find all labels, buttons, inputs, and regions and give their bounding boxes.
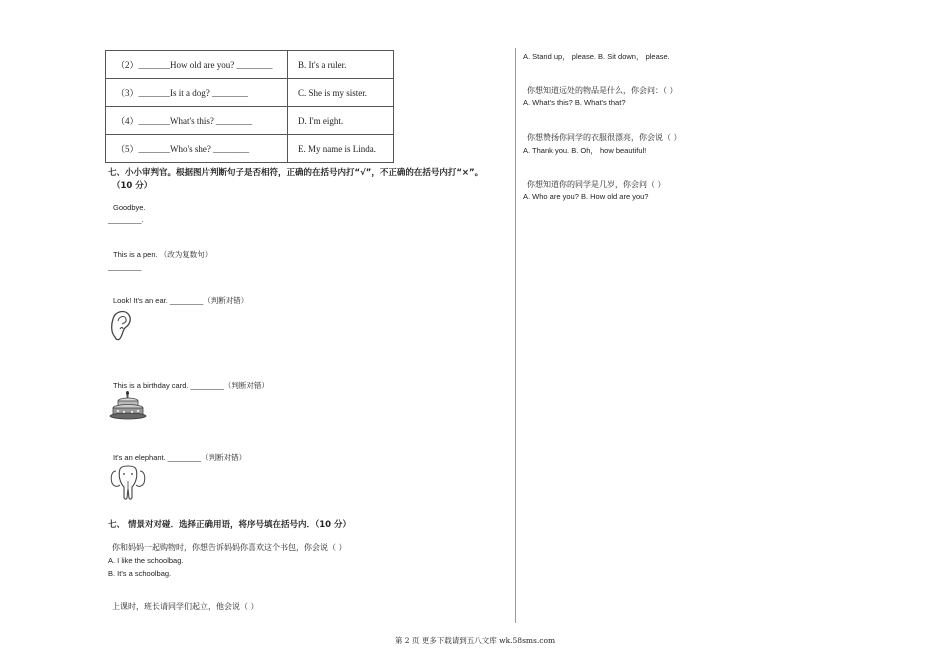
column-divider	[515, 48, 516, 623]
situation-q1-prompt: 你和妈妈一起购物时，你想告诉妈妈你喜欢这个书包，你会说（ ）	[112, 543, 347, 552]
matching-answer: D. I'm eight.	[288, 107, 394, 135]
matching-answer: E. My name is Linda.	[288, 135, 394, 163]
situation-q3-prompt: 你想知道远处的物品是什么，你会问：（ ）	[527, 86, 678, 95]
matching-question: （5）_______Who's she? ________	[106, 135, 288, 163]
matching-table	[105, 50, 394, 163]
situation-q3-options: A. What's this? B. What's that?	[523, 98, 626, 107]
matching-answer: B. It's a ruler.	[288, 51, 394, 79]
section-heading-situation: 七、 情景对对碰．选择正确用语，将序号填在括号内．（10 分）	[108, 520, 351, 530]
matching-question: （4）_______What's this? ________	[106, 107, 288, 135]
judge-q4-text: This is a birthday card. ________（判断对错）	[113, 381, 269, 390]
matching-question: （3）_______Is it a dog? ________	[106, 79, 288, 107]
matching-row	[106, 107, 394, 135]
matching-answer: C. She is my sister.	[288, 79, 394, 107]
matching-question: （2）_______How old are you? ________	[106, 51, 288, 79]
situation-q2-prompt: 上课时，班长请同学们起立，他会说（ ）	[112, 602, 259, 611]
situation-q1-option-a: A. I like the schoolbag.	[108, 556, 184, 565]
elephant-image	[108, 463, 148, 503]
judge-q2-blank: ________	[108, 262, 142, 271]
page-footer: 第 2 页 更多下载请到五八文库 wk.58sms.com	[394, 636, 556, 645]
situation-q4-prompt: 你想赞扬你同学的衣服很漂亮，你会说（ ）	[527, 133, 682, 142]
matching-row	[106, 51, 394, 79]
situation-q2-options: A. Stand up， please. B. Sit down， please.	[523, 52, 670, 61]
judge-q2-text: This is a pen. （改为复数句）	[113, 250, 213, 259]
situation-q4-options: A. Thank you. B. Oh， how beautiful!	[523, 146, 647, 155]
situation-q5-prompt: 你想知道你的同学是几岁，你会问（ ）	[527, 180, 666, 189]
judge-q5-text: It's an elephant. ________（判断对错）	[113, 453, 247, 462]
section-heading-score: （10 分）	[112, 181, 153, 191]
ear-image	[109, 307, 133, 343]
judge-q3-text: Look! It's an ear. ________（判断对错）	[113, 296, 249, 305]
section-heading-judge: 七、小小审判官。根据图片判断句子是否相符，正确的在括号内打“√”，不正确的在括号内打“×”。	[108, 168, 484, 178]
matching-row	[106, 135, 394, 163]
judge-q1-text: Goodbye.	[113, 203, 146, 212]
matching-row	[106, 79, 394, 107]
birthday-cake-image	[108, 391, 148, 421]
situation-q1-option-b: B. It's a schoolbag.	[108, 569, 172, 578]
judge-q1-blank: ________.	[108, 215, 144, 224]
situation-q5-options: A. Who are you? B. How old are you?	[523, 192, 649, 201]
